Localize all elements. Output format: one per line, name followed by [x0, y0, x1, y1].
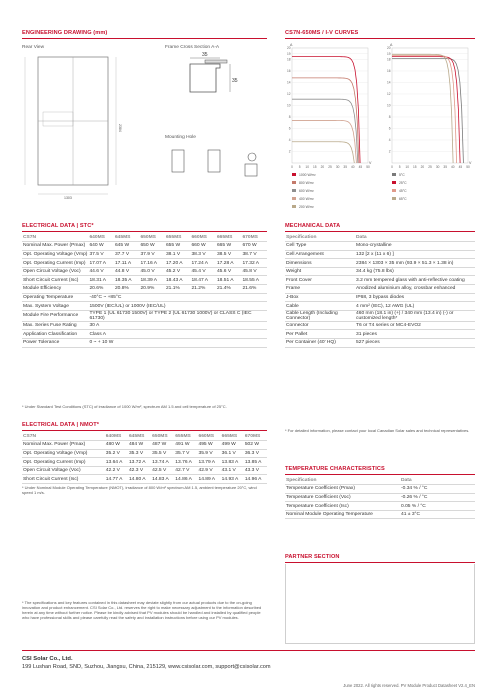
header-variant: 670MS — [241, 233, 267, 242]
row-value: 35.9 V — [197, 449, 220, 458]
x-tick-label: 30 — [435, 165, 440, 169]
header-variant: 640MS — [88, 233, 114, 242]
mounting-hole-slot — [172, 150, 184, 172]
table-row — [285, 276, 475, 285]
row-value: 14.77 A — [105, 475, 128, 484]
row-label: Frame — [285, 285, 355, 294]
x-tick-label: 45 — [358, 165, 363, 169]
row-label: Max. System Voltage — [22, 302, 88, 311]
table-row — [285, 339, 475, 348]
stc-rule — [22, 231, 267, 232]
row-label: Module Fire Performance — [22, 310, 88, 321]
dim-35-top: 35 — [202, 52, 208, 58]
row-value: 38.3 V — [190, 250, 216, 259]
header-cell: Specification — [285, 233, 355, 242]
row-value: 30 A — [88, 321, 267, 330]
row-value: 0 ~ + 10 W — [88, 339, 267, 348]
row-value: 660 W — [190, 242, 216, 251]
row-value: 17.20 A — [165, 259, 191, 268]
row-value: 460 mm (18.1 in) (+) / 340 mm (13.4 in) (-) or customized length* — [355, 310, 475, 321]
row-value: 0.05 % / °C — [400, 502, 475, 511]
row-value: 38.1 V — [165, 250, 191, 259]
y-tick-label: 10 — [286, 103, 291, 108]
row-value: 480 W — [105, 441, 128, 450]
row-value: 495 W — [197, 441, 220, 450]
table-row — [285, 493, 475, 502]
legend-swatch — [392, 189, 396, 192]
row-label: Opt. Operating Voltage (Vmp) — [22, 449, 105, 458]
row-value: T6 or T4 series or MC4-EVO2 — [355, 321, 475, 330]
legend-label: 25°C — [399, 181, 407, 185]
row-value: 21.6% — [241, 285, 267, 294]
x-tick-label: 25 — [328, 165, 332, 169]
header-variant: 650MS — [139, 233, 165, 242]
iv-rule — [285, 38, 475, 39]
header-variant: 645MS — [114, 233, 140, 242]
row-value: 18.43 A — [165, 276, 191, 285]
header-cell: Data — [400, 476, 475, 485]
partner-rule — [285, 562, 475, 563]
row-value: 45.0 V — [139, 267, 165, 276]
y-tick-label: 19 — [386, 51, 391, 56]
row-value: 20.9% — [139, 285, 165, 294]
row-value: 41 ± 3°C — [400, 510, 475, 519]
y-tick-label: 12 — [386, 92, 391, 97]
row-label: Open Circuit Voltage (Voc) — [22, 267, 88, 276]
frame-profile — [190, 64, 220, 92]
y-tick-label: 8 — [288, 115, 291, 120]
row-value: TYPE 1 (UL 61730 1500V) or TYPE 2 (UL 61730 1000V) or CLASS C (IEC 61730) — [88, 310, 267, 321]
y-tick-label: 16 — [286, 69, 291, 74]
row-label: Temperature Coefficient (Voc) — [285, 493, 400, 502]
engineering-drawing — [20, 52, 270, 202]
legend-label: 5°C — [399, 173, 405, 177]
row-value: 20.6% — [88, 285, 114, 294]
row-value: 14.83 A — [151, 475, 174, 484]
row-value: 491 W — [174, 441, 197, 450]
row-label: Temperature Coefficient (Pmax) — [285, 485, 400, 494]
row-label: Cable — [285, 302, 355, 311]
table-row — [285, 250, 475, 259]
row-value: Anodized aluminium alloy, crossbar enhanced — [355, 285, 475, 294]
table-header — [285, 233, 475, 242]
row-label: Short Circuit Current (Isc) — [22, 475, 105, 484]
frame-cross-section-label: Frame Cross Section A-A — [165, 45, 220, 50]
y-tick-label: 14 — [386, 80, 391, 85]
table-row — [22, 302, 267, 311]
row-value: 42.2 V — [105, 466, 128, 475]
dim-35-side: 35 — [232, 78, 238, 84]
row-value: 34.4 kg (75.8 lbs) — [355, 267, 475, 276]
table-row — [285, 285, 475, 294]
row-value: 35.2 V — [105, 449, 128, 458]
row-value: 42.9 V — [197, 466, 220, 475]
x-tick-label: 50 — [366, 165, 370, 169]
x-tick-label: 0 — [391, 165, 393, 169]
row-value: 21.1% — [165, 285, 191, 294]
row-value: 45.6 V — [216, 267, 242, 276]
iv-title: CS7N-650MS / I-V CURVES — [285, 30, 359, 36]
row-value: 17.32 A — [241, 259, 267, 268]
row-value: 14.89 A — [197, 475, 220, 484]
row-value: 13.72 A — [128, 458, 151, 467]
row-value: 484 W — [128, 441, 151, 450]
y-tick-label: 20 — [286, 46, 291, 51]
row-value: 38.5 V — [216, 250, 242, 259]
legend-swatch — [292, 181, 296, 184]
legend-swatch — [392, 181, 396, 184]
row-value: 4 mm² (IEC), 12 AWG (UL) — [355, 302, 475, 311]
partner-title: PARTNER SECTION — [285, 554, 340, 560]
y-tick-label: 12 — [286, 92, 291, 97]
y-tick-label: 6 — [388, 126, 391, 131]
legend-swatch — [292, 197, 296, 200]
y-tick-label: 4 — [288, 138, 291, 143]
row-value: 31 pieces — [355, 330, 475, 339]
header-variant: 660MS — [197, 432, 220, 441]
row-value: 35.7 V — [174, 449, 197, 458]
legend-swatch — [392, 173, 396, 176]
y-tick-label: 16 — [386, 69, 391, 74]
row-value: 14.93 A — [221, 475, 244, 484]
y-tick-label: 6 — [288, 126, 291, 131]
y-tick-label: 20 — [386, 46, 391, 51]
temperature-title: TEMPERATURE CHARACTERISTICS — [285, 466, 385, 472]
header-variant: 665MS — [216, 233, 242, 242]
row-value: 17.28 A — [216, 259, 242, 268]
iv-chart-irradiance — [280, 40, 375, 215]
row-value: 18.39 A — [139, 276, 165, 285]
y-tick-label: 18 — [386, 57, 391, 62]
row-label: Open Circuit Voltage (Voc) — [22, 466, 105, 475]
legend-label: 400 W/m² — [299, 197, 314, 201]
dim-length: 2384 — [118, 124, 122, 132]
header-variant: 645MS — [128, 432, 151, 441]
header-variant: 660MS — [190, 233, 216, 242]
partner-box — [285, 564, 475, 644]
y-axis-label: A — [390, 43, 393, 47]
row-value: 45.2 V — [165, 267, 191, 276]
table-row — [285, 267, 475, 276]
row-value: 14.86 A — [174, 475, 197, 484]
table-row — [285, 321, 475, 330]
table-header — [22, 233, 267, 242]
iv-chart-temperature — [380, 40, 475, 215]
table-header — [22, 432, 267, 441]
row-label: Opt. Operating Current (Imp) — [22, 259, 88, 268]
header-cell: Specification — [285, 476, 400, 485]
header-variant: 650MS — [151, 432, 174, 441]
table-row — [22, 330, 267, 339]
row-value: 13.83 A — [221, 458, 244, 467]
row-value: 18.51 A — [216, 276, 242, 285]
legend-swatch — [292, 205, 296, 208]
row-value: 132 [2 x (11 x 6) ] — [355, 250, 475, 259]
nmot-rule — [22, 430, 267, 431]
header-model: CS7N — [22, 233, 88, 242]
y-tick-label: 4 — [388, 138, 391, 143]
x-tick-label: 15 — [313, 165, 317, 169]
dim-width: 1303 — [64, 196, 72, 200]
x-tick-label: 0 — [291, 165, 293, 169]
legend-label: 1000 W/m² — [299, 173, 316, 177]
row-value: 2384 × 1303 × 35 mm (93.9 × 51.3 × 1.38 in) — [355, 259, 475, 268]
header-variant: 655MS — [174, 432, 197, 441]
table-row — [285, 510, 475, 519]
legend-swatch — [392, 197, 396, 200]
row-value: 499 W — [221, 441, 244, 450]
table-row — [22, 242, 267, 251]
y-tick-label: 8 — [388, 115, 391, 120]
table-row — [22, 458, 267, 467]
row-value: 20.8% — [114, 285, 140, 294]
x-tick-label: 15 — [413, 165, 417, 169]
table-row — [285, 502, 475, 511]
table-row — [22, 259, 267, 268]
nmot-note: * Under Nominal Module Operating Temperature (NMOT), irradiance of 800 W/m² spectrum AM 1.5, ambient temperature 20°C, wind speed 1 m/s. — [22, 485, 257, 495]
table-row — [22, 267, 267, 276]
row-value: 645 W — [114, 242, 140, 251]
nmot-title: ELECTRICAL DATA | NMOT* — [22, 422, 99, 428]
temperature-table — [285, 476, 475, 519]
mounting-hole-label: Mounting Hole — [165, 135, 196, 140]
nmot-table — [22, 432, 267, 484]
table-row — [285, 302, 475, 311]
legend-label: 800 W/m² — [299, 181, 314, 185]
row-value: -0.34 % / °C — [400, 485, 475, 494]
row-value: 13.79 A — [197, 458, 220, 467]
row-value: 37.9 V — [139, 250, 165, 259]
row-value: 670 W — [241, 242, 267, 251]
row-value: 655 W — [165, 242, 191, 251]
row-value: 42.7 V — [174, 466, 197, 475]
row-label: Per Pallet — [285, 330, 355, 339]
table-header — [285, 476, 475, 485]
row-label: Operating Temperature — [22, 293, 88, 302]
x-tick-label: 50 — [466, 165, 470, 169]
temperature-rule — [285, 474, 475, 475]
row-value: 650 W — [139, 242, 165, 251]
footer-company: CSI Solar Co., Ltd. — [22, 656, 73, 662]
row-value: 487 W — [151, 441, 174, 450]
x-tick-label: 20 — [320, 165, 325, 169]
footer-address: 199 Lushan Road, SND, Suzhou, Jiangsu, China, 215129, www.csisolar.com, support@csisolar.com — [22, 664, 271, 670]
y-tick-label: 2 — [388, 149, 391, 154]
row-value: 45.8 V — [241, 267, 267, 276]
row-value: 17.24 A — [190, 259, 216, 268]
table-row — [22, 466, 267, 475]
row-label: Dimensions — [285, 259, 355, 268]
row-value: 13.76 A — [174, 458, 197, 467]
row-label: Nominal Max. Power (Pmax) — [22, 441, 105, 450]
row-label: Module Efficiency — [22, 285, 88, 294]
row-label: Cable Length (Including Connector) — [285, 310, 355, 321]
header-cell: Data — [355, 233, 475, 242]
legend-swatch — [292, 173, 296, 176]
row-value: 36.1 V — [221, 449, 244, 458]
table-row — [285, 242, 475, 251]
footer-version: June 2022. All rights reserved. PV Module Product Datasheet V2.4_EN — [343, 683, 475, 688]
table-row — [22, 441, 267, 450]
table-row — [22, 321, 267, 330]
x-tick-label: 20 — [420, 165, 425, 169]
legend-label: 600 W/m² — [299, 189, 314, 193]
table-row — [22, 449, 267, 458]
row-value: 21.4% — [216, 285, 242, 294]
row-value: -0.26 % / °C — [400, 493, 475, 502]
row-value: 44.6 V — [88, 267, 114, 276]
y-tick-label: 18 — [286, 57, 291, 62]
table-row — [285, 310, 475, 321]
x-tick-label: 35 — [443, 165, 447, 169]
row-value: 17.07 A — [88, 259, 114, 268]
legend-swatch — [292, 189, 296, 192]
row-label: Max. Series Fuse Rating — [22, 321, 88, 330]
x-tick-label: 40 — [351, 165, 355, 169]
row-label: Per Container (40' HQ) — [285, 339, 355, 348]
row-value: 37.5 V — [88, 250, 114, 259]
row-label: Power Tolerance — [22, 339, 88, 348]
row-value: 17.16 A — [139, 259, 165, 268]
mechanical-rule — [285, 231, 475, 232]
row-value: 42.5 V — [151, 466, 174, 475]
row-label: Front Cover — [285, 276, 355, 285]
table-row — [22, 250, 267, 259]
row-value: Class A — [88, 330, 267, 339]
row-value: 18.31 A — [88, 276, 114, 285]
x-tick-label: 40 — [451, 165, 455, 169]
header-variant: 665MS — [221, 432, 244, 441]
row-value: 37.7 V — [114, 250, 140, 259]
row-value: 17.11 A — [114, 259, 140, 268]
row-label: Short Circuit Current (Isc) — [22, 276, 88, 285]
row-value: 35.3 V — [128, 449, 151, 458]
row-value: 44.8 V — [114, 267, 140, 276]
stc-title: ELECTRICAL DATA | STC* — [22, 223, 94, 229]
row-value: 43.1 V — [221, 466, 244, 475]
y-tick-label: 2 — [288, 149, 291, 154]
row-value: 3.2 mm tempered glass with anti-reflective coating — [355, 276, 475, 285]
row-value: 502 W — [244, 441, 267, 450]
stc-table — [22, 233, 267, 348]
row-label: Weight — [285, 267, 355, 276]
row-label: Nominal Module Operating Temperature — [285, 510, 400, 519]
row-value: 42.3 V — [128, 466, 151, 475]
x-axis-label: V — [469, 161, 472, 165]
row-label: Application Classification — [22, 330, 88, 339]
header-variant: 640MS — [105, 432, 128, 441]
row-label: Connector — [285, 321, 355, 330]
row-value: 13.74 A — [151, 458, 174, 467]
stc-note: * Under Standard Test Conditions (STC) of irradiance of 1000 W/m², spectrum AM 1.5 and cell temperature of 25°C. — [22, 404, 227, 409]
x-tick-label: 10 — [405, 165, 409, 169]
row-value: 14.96 A — [244, 475, 267, 484]
table-row — [22, 285, 267, 294]
x-tick-label: 45 — [458, 165, 463, 169]
mechanical-note: * For detailed information, please contact your local Canadian Solar sales and technical representatives. — [285, 428, 470, 433]
row-value: 43.3 V — [244, 466, 267, 475]
row-label: Cell Type — [285, 242, 355, 251]
row-value: IP68, 3 bypass diodes — [355, 293, 475, 302]
rear-view-label: Rear View — [22, 45, 45, 50]
row-value: 640 W — [88, 242, 114, 251]
x-tick-label: 5 — [398, 165, 401, 169]
row-value: 527 pieces — [355, 339, 475, 348]
row-value: 21.2% — [190, 285, 216, 294]
row-label: Temperature Coefficient (Isc) — [285, 502, 400, 511]
disclaimer: * The specifications and key features contained in this datasheet may deviate slightly from our actual products due to the on-going innovation and product enhancement. CSI Solar Co., Ltd. reserves the right to make necessary adjustment to the information described herein at any time without further notice. Please be kindly advised that PV modules should be handled and installed by qualified people who have professional skills and please carefully read the safety and installation instructions before using our PV modules. — [22, 600, 262, 620]
x-tick-label: 35 — [343, 165, 347, 169]
row-value: 35.5 V — [151, 449, 174, 458]
header-variant: 670MS — [244, 432, 267, 441]
row-value: Mono-crystalline — [355, 242, 475, 251]
header-model: CS7N — [22, 432, 105, 441]
legend-label: 45°C — [399, 189, 407, 193]
x-axis-label: V — [369, 161, 372, 165]
row-value: 13.85 A — [244, 458, 267, 467]
y-tick-label: 10 — [386, 103, 391, 108]
x-tick-label: 5 — [298, 165, 301, 169]
table-row — [22, 293, 267, 302]
table-row — [285, 330, 475, 339]
footer-rule — [22, 650, 475, 651]
x-tick-label: 25 — [428, 165, 432, 169]
row-value: 665 W — [216, 242, 242, 251]
table-row — [22, 339, 267, 348]
table-row — [285, 293, 475, 302]
header-variant: 655MS — [165, 233, 191, 242]
row-value: 18.35 A — [114, 276, 140, 285]
engineering-rule — [22, 38, 267, 39]
legend-label: 200 W/m² — [299, 205, 314, 209]
table-row — [285, 259, 475, 268]
row-value: 13.64 A — [105, 458, 128, 467]
row-value: 18.55 A — [241, 276, 267, 285]
row-value: -40°C ~ +85°C — [88, 293, 267, 302]
row-value: 45.4 V — [190, 267, 216, 276]
x-tick-label: 30 — [335, 165, 340, 169]
row-label: Opt. Operating Voltage (Vmp) — [23, 251, 88, 257]
table-row — [22, 475, 267, 484]
mechanical-title: MECHANICAL DATA — [285, 223, 341, 229]
row-value: 1500V (IEC/UL) or 1000V (IEC/UL) — [88, 302, 267, 311]
row-value: 14.80 A — [128, 475, 151, 484]
mechanical-table — [285, 233, 475, 348]
y-tick-label: 19 — [286, 51, 291, 56]
x-tick-label: 10 — [305, 165, 309, 169]
table-row — [22, 276, 267, 285]
row-value: 36.3 V — [244, 449, 267, 458]
row-label: Nominal Max. Power (Pmax) — [22, 242, 88, 251]
legend-label: 65°C — [399, 197, 407, 201]
y-axis-label: A — [290, 43, 293, 47]
table-row — [22, 310, 267, 321]
row-value: 18.47 A — [190, 276, 216, 285]
row-label: Opt. Operating Current (Imp) — [22, 458, 105, 467]
table-row — [285, 485, 475, 494]
engineering-title: ENGINEERING DRAWING (mm) — [22, 30, 108, 36]
row-value: 38.7 V — [241, 250, 267, 259]
row-label: J-Box — [285, 293, 355, 302]
y-tick-label: 14 — [286, 80, 291, 85]
row-label: Cell Arrangement — [285, 250, 355, 259]
